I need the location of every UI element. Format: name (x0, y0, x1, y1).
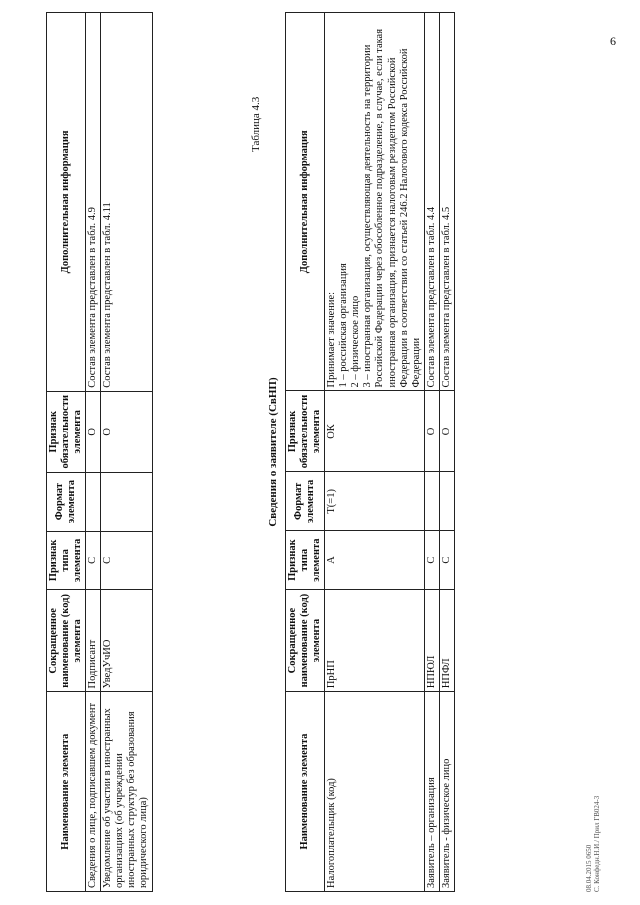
cell-info: Состав элемента представлен в табл. 4.4 (424, 13, 439, 391)
header-type: Признак типа элемента (286, 531, 325, 590)
table-row (86, 13, 101, 892)
cell-name: Уведомление об участии в иностранных организациях (об учреждении иностранных структур без образования юридического лица) (101, 692, 152, 892)
info-line: 1 – российская организация (338, 263, 350, 388)
cell-type: С (86, 531, 101, 590)
cell-code: НПЮЛ (424, 589, 439, 691)
table-header-row (47, 13, 86, 892)
cell-name: Налогоплательщик (код) (325, 692, 425, 892)
info-line: 2 – физическое лицо (350, 295, 362, 388)
applicant-table (285, 12, 455, 892)
page-number: 6 (610, 34, 616, 48)
table-header-row (286, 13, 325, 892)
header-format: Формат элемента (286, 472, 325, 531)
table-title: Сведения о заявителе (СвНП) (267, 377, 279, 527)
cell-code: УведУчИО (101, 590, 152, 692)
cell-code: Подписант (86, 590, 101, 692)
header-required: Признак обязательности элемента (47, 391, 86, 472)
table-number: Таблица 4.3 (250, 96, 262, 152)
footer-line: С. Конфедн.Н.И./ Прил ГВ024-3 (593, 795, 602, 892)
cell-info: Состав элемента представлен в табл. 4.9 (86, 13, 101, 392)
cell-code: ПрНП (325, 589, 425, 691)
info-line: Принимает значение: (326, 291, 338, 388)
footer-line: 08.04.2015 0650 (585, 844, 593, 892)
rotated-page-content (40, 12, 600, 892)
header-name: Наименование элемента (286, 692, 325, 892)
cell-type: С (439, 531, 454, 590)
cell-format (424, 472, 439, 531)
cell-name: Заявитель – организация (424, 692, 439, 892)
info-line: 3 – иностранная организация, осуществляющая деятельность на территории Российской Федерации через обособленное подразделение, в случае, если такая иностранная организация, признается налоговым резидентом Российской Федерации в соответствии со статьей 246.2 Налогового кодекса Российской Федерации (362, 28, 422, 388)
table-row (439, 13, 454, 892)
header-required: Признак обязательности элемента (286, 391, 325, 472)
header-name: Наименование элемента (47, 692, 86, 892)
cell-type: А (325, 531, 425, 590)
header-info: Дополнительная информация (286, 13, 325, 391)
table-row (325, 13, 425, 892)
cell-format (439, 472, 454, 531)
document-footer (585, 796, 602, 892)
cell-type: С (101, 531, 152, 590)
cell-required: ОК (325, 391, 425, 472)
cell-format: T(=1) (325, 472, 425, 531)
cell-required: О (439, 391, 454, 472)
cell-required: О (101, 391, 152, 472)
cell-required: О (424, 391, 439, 472)
cell-info (325, 13, 425, 391)
header-format: Формат элемента (47, 472, 86, 531)
cell-name: Сведения о лице, подписавшем документ (86, 692, 101, 892)
cell-name: Заявитель - физическое лицо (439, 692, 454, 892)
header-code: Сокращенное наименование (код) элемента (286, 589, 325, 691)
cell-required: О (86, 391, 101, 472)
header-info: Дополнительная информация (47, 13, 86, 392)
header-type: Признак типа элемента (47, 531, 86, 590)
cell-format (86, 472, 101, 531)
cell-info: Состав элемента представлен в табл. 4.11 (101, 13, 152, 392)
header-code: Сокращенное наименование (код) элемента (47, 590, 86, 692)
cell-info: Состав элемента представлен в табл. 4.5 (439, 13, 454, 391)
table-row (424, 13, 439, 892)
table-row (101, 13, 152, 892)
cell-code: НПФЛ (439, 589, 454, 691)
cell-type: С (424, 531, 439, 590)
elements-table-continuation (46, 12, 153, 892)
cell-format (101, 472, 152, 531)
